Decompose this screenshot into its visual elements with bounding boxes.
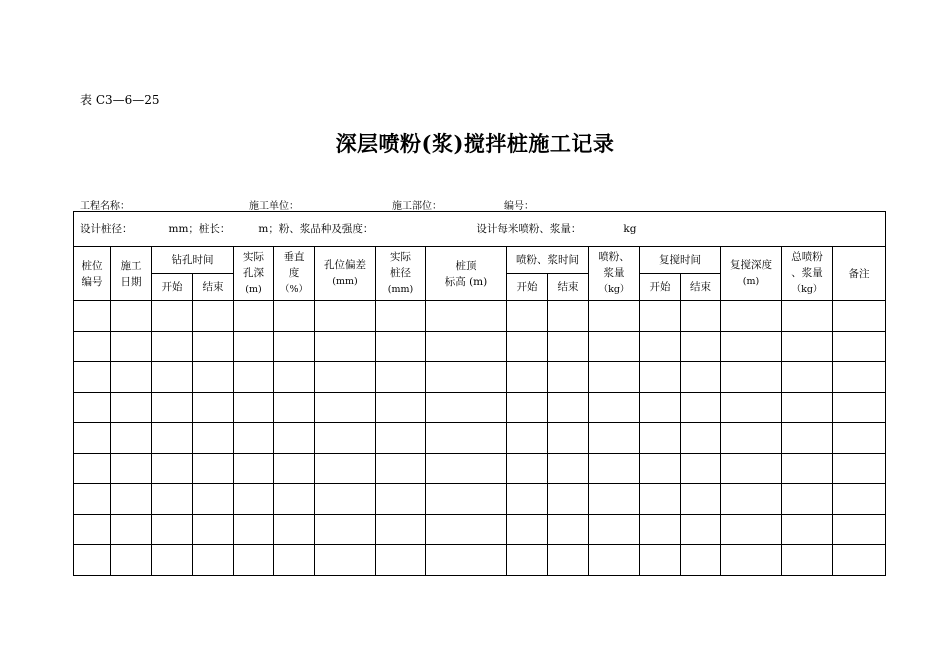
table-cell[interactable] xyxy=(681,362,721,393)
serial-no-label: 编号： xyxy=(504,201,534,212)
table-cell[interactable] xyxy=(152,301,193,332)
table-cell[interactable] xyxy=(315,545,376,576)
table-cell[interactable] xyxy=(426,362,507,393)
table-cell[interactable] xyxy=(152,423,193,454)
table-cell[interactable] xyxy=(315,362,376,393)
table-row xyxy=(74,362,886,393)
table-row xyxy=(74,453,886,484)
table-cell[interactable] xyxy=(640,362,681,393)
table-cell[interactable] xyxy=(507,423,548,454)
table-cell[interactable] xyxy=(111,514,152,545)
table-cell[interactable] xyxy=(426,484,507,515)
table-cell[interactable] xyxy=(193,453,234,484)
table-cell[interactable] xyxy=(589,545,640,576)
header-spray-end: 结束 xyxy=(548,274,589,301)
table-cell[interactable] xyxy=(274,514,315,545)
table-cell[interactable] xyxy=(234,362,274,393)
table-cell[interactable] xyxy=(111,423,152,454)
table-cell[interactable] xyxy=(548,514,589,545)
table-cell[interactable] xyxy=(548,331,589,362)
header-total-amount: 总喷粉 、浆量 （kg） xyxy=(782,247,833,301)
table-cell[interactable] xyxy=(74,514,111,545)
table-cell[interactable] xyxy=(152,484,193,515)
table-cell[interactable] xyxy=(376,484,426,515)
table-cell[interactable] xyxy=(681,514,721,545)
table-cell[interactable] xyxy=(721,484,782,515)
table-cell[interactable] xyxy=(721,545,782,576)
table-cell[interactable] xyxy=(74,453,111,484)
table-cell[interactable] xyxy=(833,514,886,545)
table-cell[interactable] xyxy=(376,362,426,393)
table-row xyxy=(74,514,886,545)
table-cell[interactable] xyxy=(681,545,721,576)
header-hole-depth: 实际 孔深 (m) xyxy=(234,247,274,301)
table-cell[interactable] xyxy=(315,453,376,484)
table-cell[interactable] xyxy=(782,453,833,484)
design-per-meter-label: 设计每米喷粉、浆量： xyxy=(476,223,582,235)
table-cell[interactable] xyxy=(548,423,589,454)
table-cell[interactable] xyxy=(234,514,274,545)
table-cell[interactable] xyxy=(833,331,886,362)
table-cell[interactable] xyxy=(721,453,782,484)
table-cell[interactable] xyxy=(234,423,274,454)
design-material-label: 粉、浆品种及强度： xyxy=(278,223,374,235)
table-cell[interactable] xyxy=(782,301,833,332)
table-cell[interactable] xyxy=(111,453,152,484)
construction-record-table xyxy=(73,211,886,576)
project-name-label: 工程名称： xyxy=(80,201,130,212)
table-cell[interactable] xyxy=(548,362,589,393)
table-cell[interactable] xyxy=(376,301,426,332)
table-cell[interactable] xyxy=(376,453,426,484)
table-cell[interactable] xyxy=(274,545,315,576)
table-cell[interactable] xyxy=(74,362,111,393)
table-row xyxy=(74,301,886,332)
table-row xyxy=(74,545,886,576)
table-cell[interactable] xyxy=(315,331,376,362)
design-info-cell xyxy=(74,212,886,247)
table-cell[interactable] xyxy=(589,453,640,484)
table-cell[interactable] xyxy=(548,301,589,332)
table-cell[interactable] xyxy=(721,331,782,362)
table-cell[interactable] xyxy=(589,362,640,393)
table-cell[interactable] xyxy=(681,331,721,362)
header-spray-time: 喷粉、浆时间 xyxy=(507,247,589,274)
table-cell[interactable] xyxy=(193,301,234,332)
table-cell[interactable] xyxy=(782,514,833,545)
table-cell[interactable] xyxy=(782,545,833,576)
header-remix-start: 开始 xyxy=(640,274,681,301)
table-cell[interactable] xyxy=(152,362,193,393)
table-cell[interactable] xyxy=(640,453,681,484)
table-cell[interactable] xyxy=(274,392,315,423)
table-cell[interactable] xyxy=(426,392,507,423)
table-cell[interactable] xyxy=(376,514,426,545)
table-cell[interactable] xyxy=(681,423,721,454)
table-cell[interactable] xyxy=(721,514,782,545)
table-cell[interactable] xyxy=(274,453,315,484)
page-title: 深层喷粉(浆)搅拌桩施工记录 xyxy=(335,131,615,156)
table-cell[interactable] xyxy=(74,484,111,515)
design-per-meter-unit: kg xyxy=(623,223,637,235)
table-cell[interactable] xyxy=(782,331,833,362)
table-cell[interactable] xyxy=(589,423,640,454)
header-remarks: 备注 xyxy=(833,247,886,301)
table-cell[interactable] xyxy=(193,392,234,423)
table-cell[interactable] xyxy=(507,484,548,515)
table-cell[interactable] xyxy=(315,484,376,515)
table-cell[interactable] xyxy=(426,514,507,545)
table-cell[interactable] xyxy=(507,362,548,393)
header-drill-end: 结束 xyxy=(193,274,234,301)
table-cell[interactable] xyxy=(152,453,193,484)
table-cell[interactable] xyxy=(193,423,234,454)
table-cell[interactable] xyxy=(74,545,111,576)
table-row xyxy=(74,331,886,362)
table-cell[interactable] xyxy=(74,423,111,454)
table-cell[interactable] xyxy=(721,392,782,423)
table-cell[interactable] xyxy=(234,392,274,423)
table-cell[interactable] xyxy=(111,392,152,423)
header-remix-depth: 复搅深度 (m) xyxy=(721,247,782,301)
table-cell[interactable] xyxy=(721,362,782,393)
table-cell[interactable] xyxy=(640,514,681,545)
table-cell[interactable] xyxy=(376,545,426,576)
table-cell[interactable] xyxy=(111,484,152,515)
table-cell[interactable] xyxy=(74,392,111,423)
header-row-1 xyxy=(74,247,886,274)
table-cell[interactable] xyxy=(274,331,315,362)
table-cell[interactable] xyxy=(274,484,315,515)
table-cell[interactable] xyxy=(315,301,376,332)
construction-unit-label: 施工单位： xyxy=(249,201,299,212)
table-cell[interactable] xyxy=(111,362,152,393)
table-cell[interactable] xyxy=(426,301,507,332)
table-cell[interactable] xyxy=(833,484,886,515)
table-cell[interactable] xyxy=(589,301,640,332)
table-row xyxy=(74,392,886,423)
table-row xyxy=(74,484,886,515)
table-cell[interactable] xyxy=(589,514,640,545)
table-cell[interactable] xyxy=(111,301,152,332)
header-drill-time: 钻孔时间 xyxy=(152,247,234,274)
record-rows xyxy=(74,301,886,576)
design-row xyxy=(74,212,886,247)
table-cell[interactable] xyxy=(507,392,548,423)
table-cell[interactable] xyxy=(721,301,782,332)
table-cell[interactable] xyxy=(426,453,507,484)
table-cell[interactable] xyxy=(376,331,426,362)
table-cell[interactable] xyxy=(426,545,507,576)
table-cell[interactable] xyxy=(833,453,886,484)
design-pile-length-unit: m； xyxy=(258,223,279,235)
table-cell[interactable] xyxy=(640,484,681,515)
table-cell[interactable] xyxy=(234,331,274,362)
table-cell[interactable] xyxy=(548,484,589,515)
table-cell[interactable] xyxy=(782,423,833,454)
header-remix-end: 结束 xyxy=(681,274,721,301)
header-pile-diameter: 实际 桩径 (mm) xyxy=(376,247,426,301)
table-cell[interactable] xyxy=(833,423,886,454)
table-cell[interactable] xyxy=(152,331,193,362)
header-spray-start: 开始 xyxy=(507,274,548,301)
table-cell[interactable] xyxy=(376,392,426,423)
table-cell[interactable] xyxy=(74,301,111,332)
table-cell[interactable] xyxy=(548,453,589,484)
table-cell[interactable] xyxy=(507,301,548,332)
table-cell[interactable] xyxy=(589,484,640,515)
table-cell[interactable] xyxy=(234,453,274,484)
table-cell[interactable] xyxy=(426,331,507,362)
table-cell[interactable] xyxy=(152,545,193,576)
table-cell[interactable] xyxy=(681,392,721,423)
table-cell[interactable] xyxy=(507,514,548,545)
table-cell[interactable] xyxy=(589,392,640,423)
table-cell[interactable] xyxy=(833,362,886,393)
header-drill-start: 开始 xyxy=(152,274,193,301)
design-pile-length-label: 桩长： xyxy=(198,223,231,235)
header-remix-time: 复搅时间 xyxy=(640,247,721,274)
table-cell[interactable] xyxy=(234,545,274,576)
table-cell[interactable] xyxy=(152,514,193,545)
table-cell[interactable] xyxy=(376,423,426,454)
design-pile-diameter-label: 设计桩径： xyxy=(80,223,133,235)
table-cell[interactable] xyxy=(833,301,886,332)
table-cell[interactable] xyxy=(234,301,274,332)
header-verticality: 垂直 度 （%） xyxy=(274,247,315,301)
table-cell[interactable] xyxy=(640,423,681,454)
table-cell[interactable] xyxy=(193,484,234,515)
header-spray-amount: 喷粉、 浆量 （kg） xyxy=(589,247,640,301)
table-cell[interactable] xyxy=(426,423,507,454)
table-cell[interactable] xyxy=(640,392,681,423)
form-code: 表 C3—6—25 xyxy=(80,93,160,107)
table-cell[interactable] xyxy=(193,331,234,362)
table-cell[interactable] xyxy=(193,362,234,393)
table-cell[interactable] xyxy=(548,545,589,576)
table-cell[interactable] xyxy=(74,331,111,362)
table-cell[interactable] xyxy=(152,392,193,423)
header-hole-deviation: 孔位偏差 (mm) xyxy=(315,247,376,301)
table-cell[interactable] xyxy=(681,301,721,332)
table-cell[interactable] xyxy=(782,484,833,515)
table-cell[interactable] xyxy=(234,484,274,515)
table-cell[interactable] xyxy=(640,331,681,362)
table-cell[interactable] xyxy=(315,514,376,545)
design-pile-diameter-unit: mm； xyxy=(168,223,199,235)
table-cell[interactable] xyxy=(782,362,833,393)
table-cell[interactable] xyxy=(507,453,548,484)
table-cell[interactable] xyxy=(274,423,315,454)
table-cell[interactable] xyxy=(640,301,681,332)
table-cell[interactable] xyxy=(640,545,681,576)
table-cell[interactable] xyxy=(681,484,721,515)
table-cell[interactable] xyxy=(193,514,234,545)
header-pile-top-elevation: 桩顶 标高 (m) xyxy=(426,247,507,301)
table-cell[interactable] xyxy=(721,423,782,454)
table-cell[interactable] xyxy=(782,392,833,423)
table-cell[interactable] xyxy=(274,301,315,332)
table-cell[interactable] xyxy=(507,331,548,362)
table-cell[interactable] xyxy=(589,331,640,362)
table-cell[interactable] xyxy=(833,392,886,423)
table-cell[interactable] xyxy=(507,545,548,576)
table-cell[interactable] xyxy=(193,545,234,576)
table-cell[interactable] xyxy=(111,545,152,576)
table-cell[interactable] xyxy=(315,392,376,423)
table-cell[interactable] xyxy=(548,392,589,423)
table-cell[interactable] xyxy=(274,362,315,393)
header-date: 施工 日期 xyxy=(111,247,152,301)
header-pile-no: 桩位 编号 xyxy=(74,247,111,301)
table-cell[interactable] xyxy=(111,331,152,362)
table-row xyxy=(74,423,886,454)
construction-part-label: 施工部位： xyxy=(392,201,442,212)
table-cell[interactable] xyxy=(833,545,886,576)
table-cell[interactable] xyxy=(681,453,721,484)
table-cell[interactable] xyxy=(315,423,376,454)
